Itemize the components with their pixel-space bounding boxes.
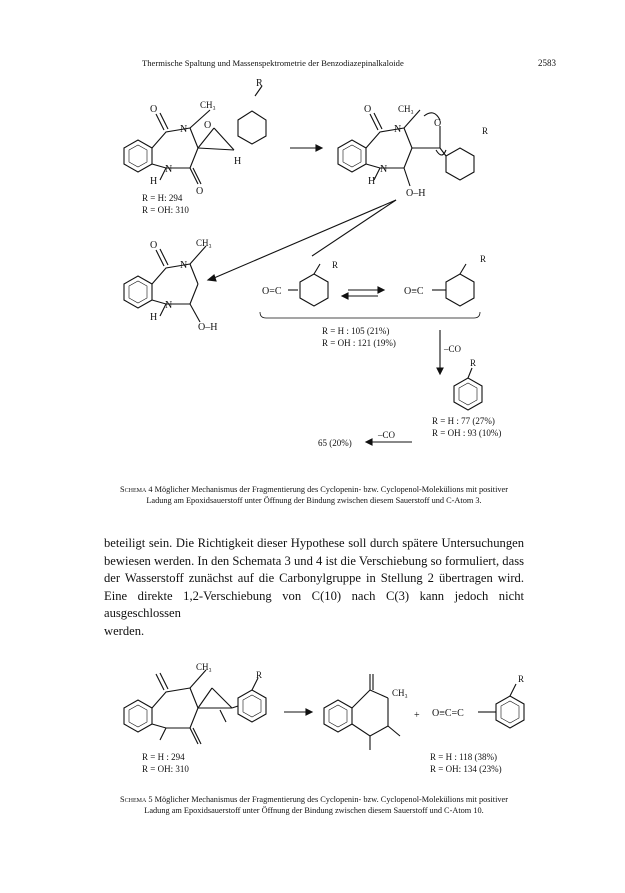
s4-minus-co-2: –CO <box>378 430 396 440</box>
scheme-4-caption <box>118 484 510 506</box>
s5-mass-294: R = H : 294 <box>142 752 185 762</box>
scheme-5-caption-text: Möglicher Mechanismus der Fragmentierung des Cyclopenin- bzw. Cyclopenol-Molekülions mit positiver Ladung am Epoxidsauerstoff unter Öffnung der Bindung zwischen diesem Sauerstoff und C-Atom 10. <box>144 795 508 815</box>
s4-ion-121: R = OH : 121 (19%) <box>322 338 396 348</box>
scheme-5-caption-label: Schema 5 <box>120 795 153 804</box>
s4-acylium-left: O=C <box>262 286 282 297</box>
s4-r-label-1: R <box>256 78 263 89</box>
s4-o-4: O <box>434 118 442 129</box>
s5-ion-134: R = OH: 134 (23%) <box>430 764 502 774</box>
s4-h-4: H <box>150 312 158 323</box>
s4-n-5: N <box>180 260 188 271</box>
s4-r-label-3: R <box>332 260 339 270</box>
scheme-5-figure <box>0 640 625 800</box>
body-paragraph <box>104 535 524 641</box>
structure-enol-intermediate <box>338 110 474 186</box>
s4-n-4: N <box>380 164 388 175</box>
s4-ch3-3: CH₃ <box>196 238 212 248</box>
s4-mass-310: R = OH: 310 <box>142 205 189 215</box>
s4-oh-1: O–H <box>406 188 426 199</box>
s4-o-3: O <box>364 104 372 115</box>
s4-n-1: N <box>180 124 188 135</box>
s4-h-2: H <box>234 156 242 167</box>
s4-r-label-5: R <box>470 358 477 368</box>
s4-ch3-2: CH₃ <box>398 104 414 114</box>
s4-n-6: N <box>165 300 173 311</box>
structure-cyclopenin-s5 <box>124 670 266 744</box>
structure-ketene <box>478 684 524 728</box>
s4-o-epoxide: O <box>204 120 212 131</box>
structure-dione-product <box>324 674 400 750</box>
s4-ion-77: R = H : 77 (27%) <box>432 416 495 426</box>
scheme-4-caption-text: Möglicher Mechanismus der Fragmentierung des Cyclopenin- bzw. Cyclopenol-Molekülions mit positiver Ladung am Epoxidsauerstoff unter Öffnung der Bindung zwischen diesem Sauerstoff und C-Atom 3. <box>146 485 508 505</box>
s5-mass-310: R = OH: 310 <box>142 764 189 774</box>
structure-acylium-pair <box>260 264 480 318</box>
body-line-3: der Wasserstoff zunächst auf die Carbonylgruppe in Stellung 2 übertragen wird. <box>104 571 524 586</box>
s4-r-label-4: R <box>480 254 487 264</box>
body-line-5: werden. <box>104 623 145 638</box>
body-line-1: beteiligt sein. Die Richtigkeit dieser Hypothese soll durch spätere Untersuchungen <box>104 536 524 550</box>
body-line-4: Eine direkte 1,2-Verschiebung von C(10) nach C(3) kann jedoch nicht ausgeschlossen <box>104 588 524 621</box>
scheme-5-caption <box>118 794 510 816</box>
s4-ion-65: 65 (20%) <box>318 438 352 448</box>
s4-o-2: O <box>196 186 204 197</box>
page-number: 2583 <box>538 58 556 68</box>
s4-ch3-1: CH₃ <box>200 100 216 110</box>
scheme-4-caption-label: Schema 4 <box>120 485 153 494</box>
s5-ch3-1: CH₃ <box>196 662 212 672</box>
s5-ion-118: R = H : 118 (38%) <box>430 752 497 762</box>
s5-r-label-1: R <box>256 670 263 680</box>
s5-r-label-2: R <box>518 674 525 684</box>
s4-ion-93: R = OH : 93 (10%) <box>432 428 502 438</box>
s4-mass-294: R = H: 294 <box>142 193 183 203</box>
s5-plus: + <box>414 710 420 721</box>
s4-n-3: N <box>394 124 402 135</box>
structure-cyclopenin-ion <box>124 86 266 184</box>
s4-minus-co-1: –CO <box>444 344 462 354</box>
s4-h-3: H <box>368 176 376 187</box>
s4-o-1: O <box>150 104 158 115</box>
structure-phenyl-cation <box>454 368 482 410</box>
s5-ketene-label: O≡C=C <box>432 708 464 719</box>
s5-ch3-2: CH₃ <box>392 688 408 698</box>
body-line-2: bewiesen werden. In den Schemata 3 und 4 ist die Verschiebung so formuliert, dass <box>104 553 524 568</box>
s4-n-2: N <box>165 164 173 175</box>
s4-oh-2: O–H <box>198 322 218 333</box>
s4-h-1: H <box>150 176 158 187</box>
s4-r-label-2: R <box>482 126 489 136</box>
s4-o-5: O <box>150 240 158 251</box>
running-title: Thermische Spaltung und Massenspektrometrie der Benzodiazepinalkaloide <box>142 58 404 68</box>
s4-acylium-right: O≡C <box>404 286 424 297</box>
s4-ion-105: R = H : 105 (21%) <box>322 326 390 336</box>
